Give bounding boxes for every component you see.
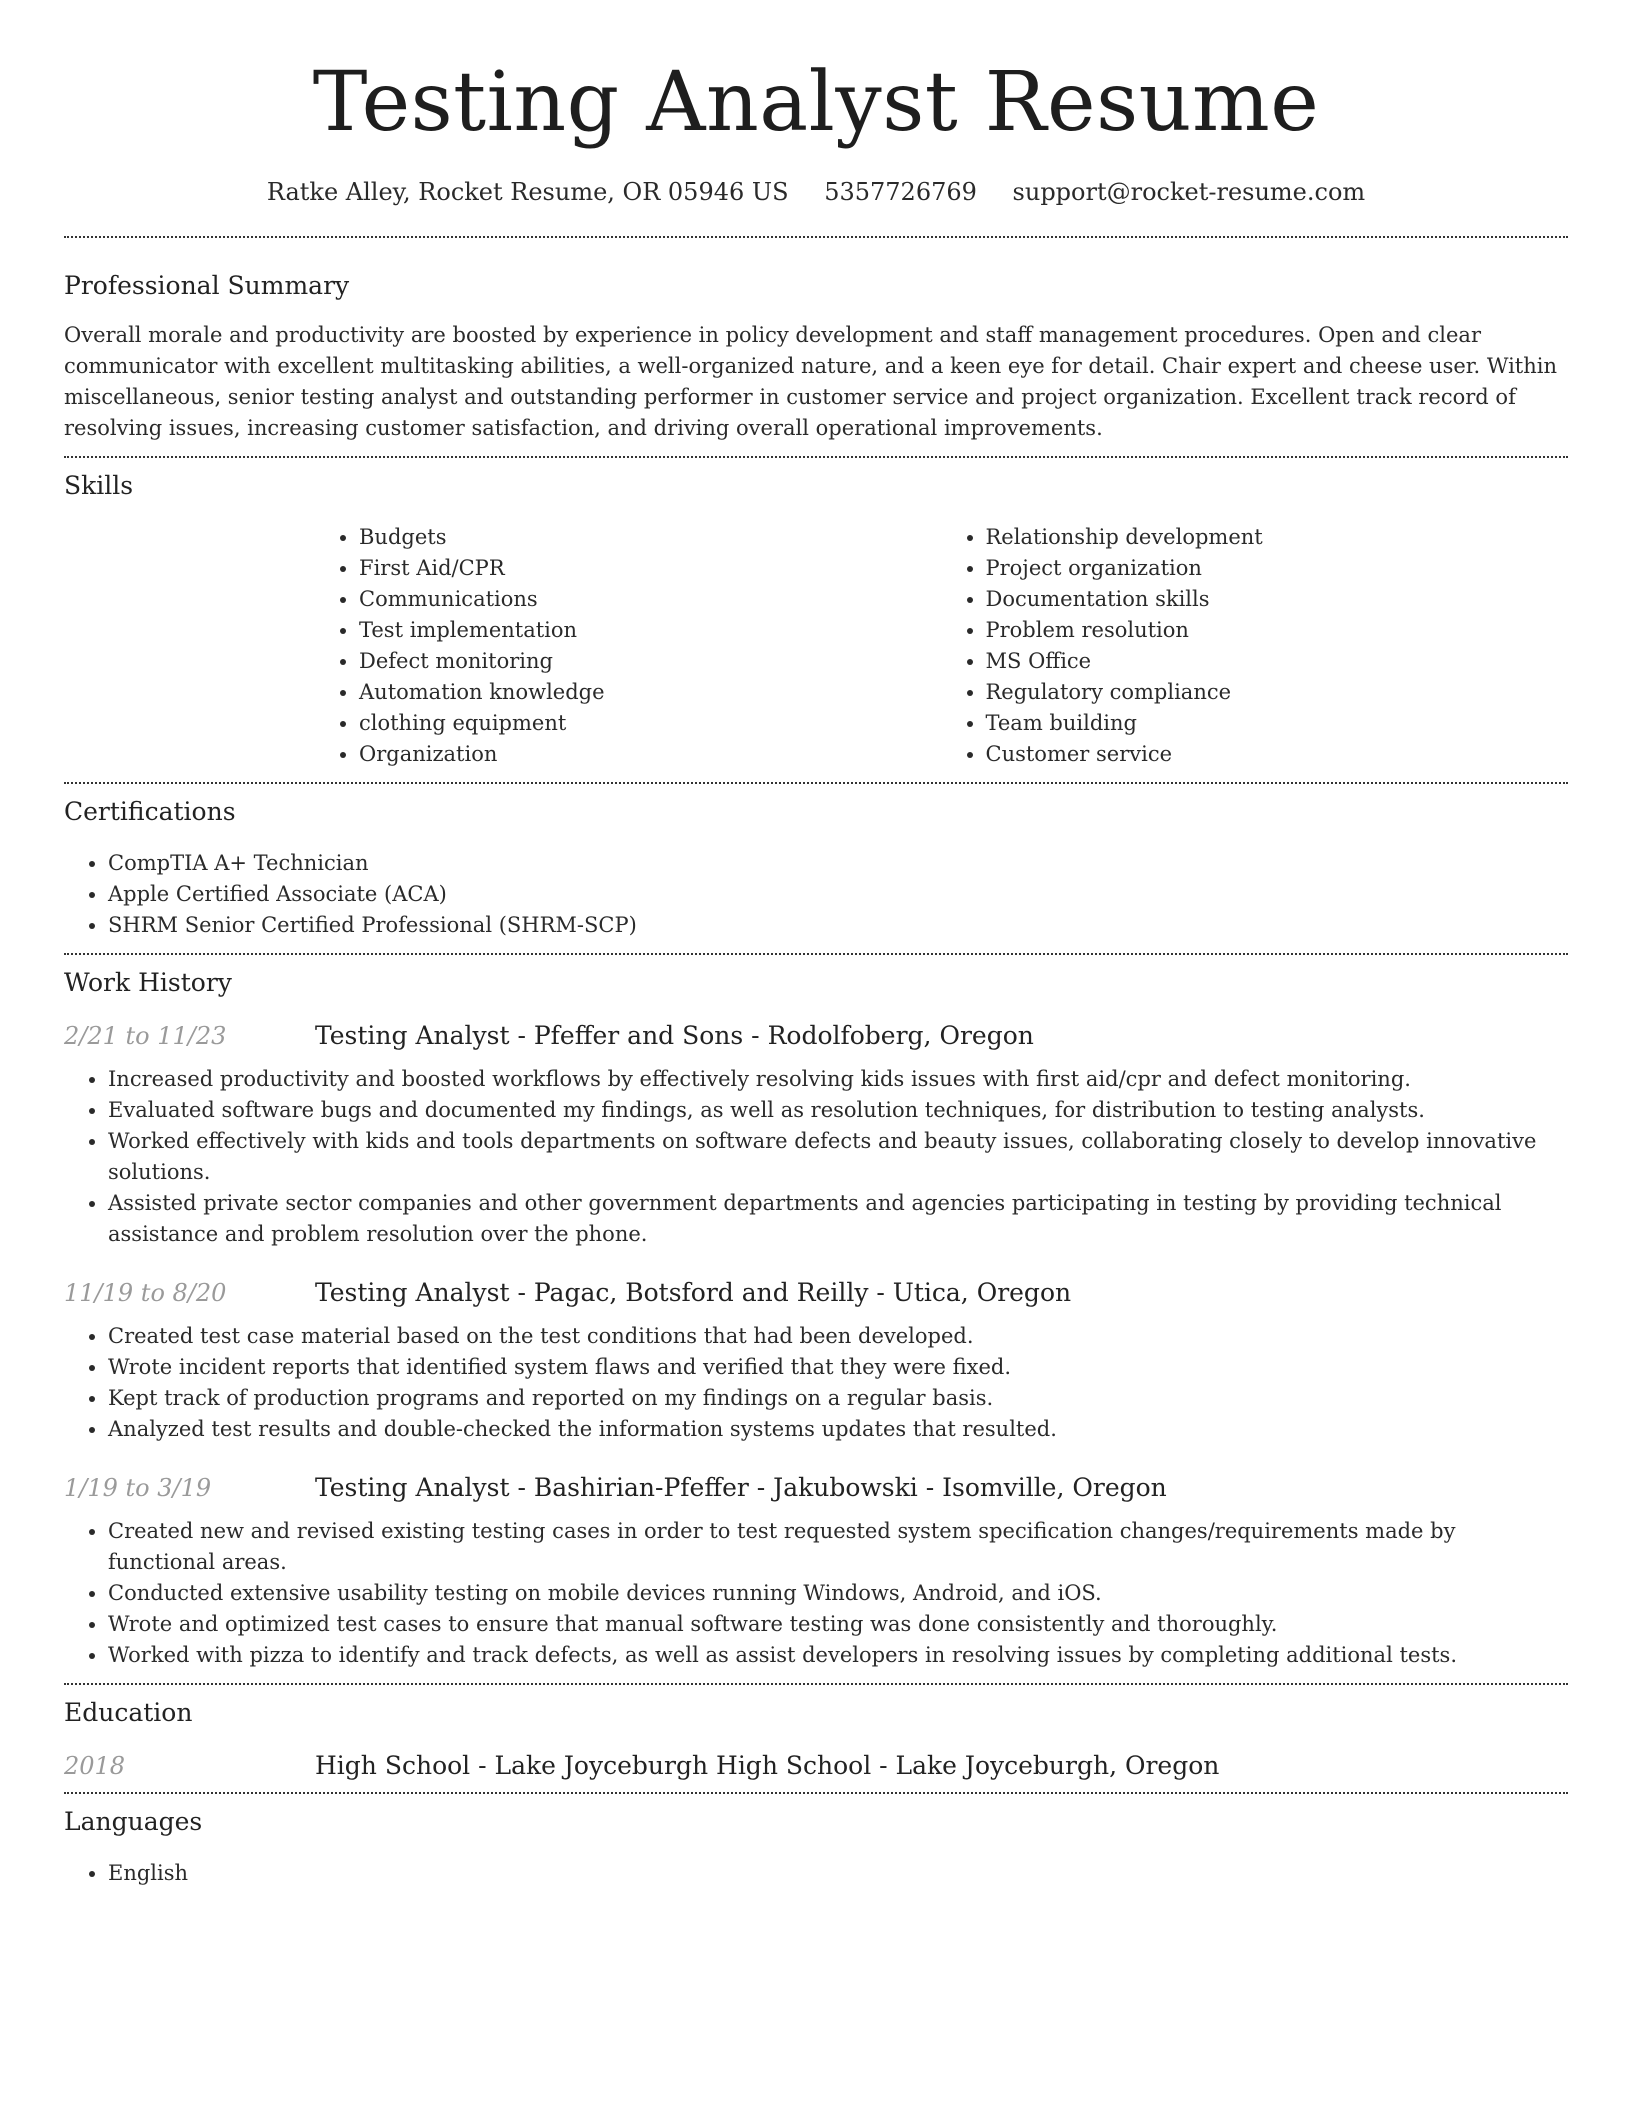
summary-heading: Professional Summary [64, 271, 350, 300]
job-bullets [64, 1516, 1568, 1671]
education-heading: Education [64, 1698, 193, 1727]
job-header [64, 1473, 1568, 1502]
certifications-section [64, 784, 1568, 953]
resume-title: Testing Analyst Resume [312, 55, 1320, 150]
certification-item: • SHRM Senior Certified Professional (SHRM-SCP) [108, 910, 1568, 941]
job-entry [64, 1278, 1568, 1445]
job-header [64, 1278, 1568, 1307]
skill-item: • Defect monitoring [359, 646, 942, 677]
contact-phone: 5357726769 [824, 178, 977, 206]
language-item: • English [108, 1858, 1568, 1889]
certifications-list [64, 848, 1568, 941]
certification-item: • CompTIA A+ Technician [108, 848, 1568, 879]
skill-item: • Relationship development [986, 522, 1569, 553]
job-bullet: • Created test case material based on the test conditions that had been developed. [108, 1321, 1568, 1352]
job-bullet: • Worked with pizza to identify and track defects, as well as assist developers in resolving issues by completing additional tests. [108, 1640, 1568, 1671]
skill-item: • MS Office [986, 646, 1569, 677]
skill-item: • Project organization [986, 553, 1569, 584]
education-date: 2018 [64, 1752, 126, 1780]
summary-text: Overall morale and productivity are boosted by experience in policy development and staff management procedures. Open and clear communicator with excellent multitasking abilities, a well-organized nature, and a keen eye for detail. Chair expert and cheese user. Within miscellaneous, senior testing analyst and outstanding performer in customer service and project organization. Excellent track record of resolving issues, increasing customer satisfaction, and driving overall operational improvements. [64, 323, 1558, 440]
contact-line [64, 174, 1568, 210]
job-bullets [64, 1321, 1568, 1445]
contact-email: support@rocket-resume.com [1012, 178, 1366, 206]
job-bullet: • Increased productivity and boosted workflows by effectively resolving kids issues with first aid/cpr and defect monitoring. [108, 1064, 1568, 1095]
job-bullet: • Assisted private sector companies and other government departments and agencies participating in testing by providing technical assistance and problem resolution over the phone. [108, 1188, 1568, 1250]
job-title: Testing Analyst - Bashirian-Pfeffer - Jakubowski - Isomville, Oregon [315, 1473, 1167, 1502]
job-bullet: • Evaluated software bugs and documented my findings, as well as resolution techniques, for distribution to testing analysts. [108, 1095, 1568, 1126]
skill-item: • clothing equipment [359, 708, 942, 739]
skill-item: • Organization [359, 739, 942, 770]
job-title: Testing Analyst - Pagac, Botsford and Reilly - Utica, Oregon [315, 1278, 1072, 1307]
skills-list-left [315, 522, 942, 770]
job-entry [64, 1473, 1568, 1671]
skills-list-right [942, 522, 1569, 770]
job-dates: 1/19 to 3/19 [64, 1474, 212, 1502]
skill-item: • Test implementation [359, 615, 942, 646]
skills-section [64, 458, 1568, 782]
skill-item: • Communications [359, 584, 942, 615]
education-title: High School - Lake Joyceburgh High School - Lake Joyceburgh, Oregon [315, 1751, 1220, 1780]
certifications-heading: Certifications [64, 797, 236, 826]
job-bullet: • Wrote and optimized test cases to ensure that manual software testing was done consistently and thoroughly. [108, 1609, 1568, 1640]
languages-list [64, 1858, 1568, 1889]
languages-heading: Languages [64, 1807, 203, 1836]
languages-section [64, 1794, 1568, 1889]
job-title: Testing Analyst - Pfeffer and Sons - Rodolfoberg, Oregon [315, 1021, 1034, 1050]
skill-item: • Documentation skills [986, 584, 1569, 615]
skills-grid [315, 522, 1568, 770]
job-bullet: • Analyzed test results and double-checked the information systems updates that resulted. [108, 1414, 1568, 1445]
skill-item: • Problem resolution [986, 615, 1569, 646]
job-bullet: • Worked effectively with kids and tools departments on software defects and beauty issues, collaborating closely to develop innovative solutions. [108, 1126, 1568, 1188]
skill-item: • Budgets [359, 522, 942, 553]
job-bullet: • Created new and revised existing testing cases in order to test requested system specification changes/requirements made by functional areas. [108, 1516, 1568, 1578]
education-entry [64, 1751, 1568, 1780]
skill-item: • Team building [986, 708, 1569, 739]
work-history-heading: Work History [64, 968, 232, 997]
job-dates: 11/19 to 8/20 [64, 1279, 227, 1307]
job-bullet: • Kept track of production programs and reported on my findings on a regular basis. [108, 1383, 1568, 1414]
skill-item: • Customer service [986, 739, 1569, 770]
education-section [64, 1685, 1568, 1792]
job-dates: 2/21 to 11/23 [64, 1022, 227, 1050]
skills-heading: Skills [64, 471, 134, 500]
job-bullet: • Wrote incident reports that identified system flaws and verified that they were fixed. [108, 1352, 1568, 1383]
skill-item: • Regulatory compliance [986, 677, 1569, 708]
job-header [64, 1021, 1568, 1050]
job-bullets [64, 1064, 1568, 1250]
contact-address: Ratke Alley, Rocket Resume, OR 05946 US [266, 178, 789, 206]
job-bullet: • Conducted extensive usability testing on mobile devices running Windows, Android, and iOS. [108, 1578, 1568, 1609]
work-history-section [64, 955, 1568, 1683]
certification-item: • Apple Certified Associate (ACA) [108, 879, 1568, 910]
skill-item: • First Aid/CPR [359, 553, 942, 584]
skill-item: • Automation knowledge [359, 677, 942, 708]
summary-section [64, 238, 1568, 456]
job-entry [64, 1021, 1568, 1250]
